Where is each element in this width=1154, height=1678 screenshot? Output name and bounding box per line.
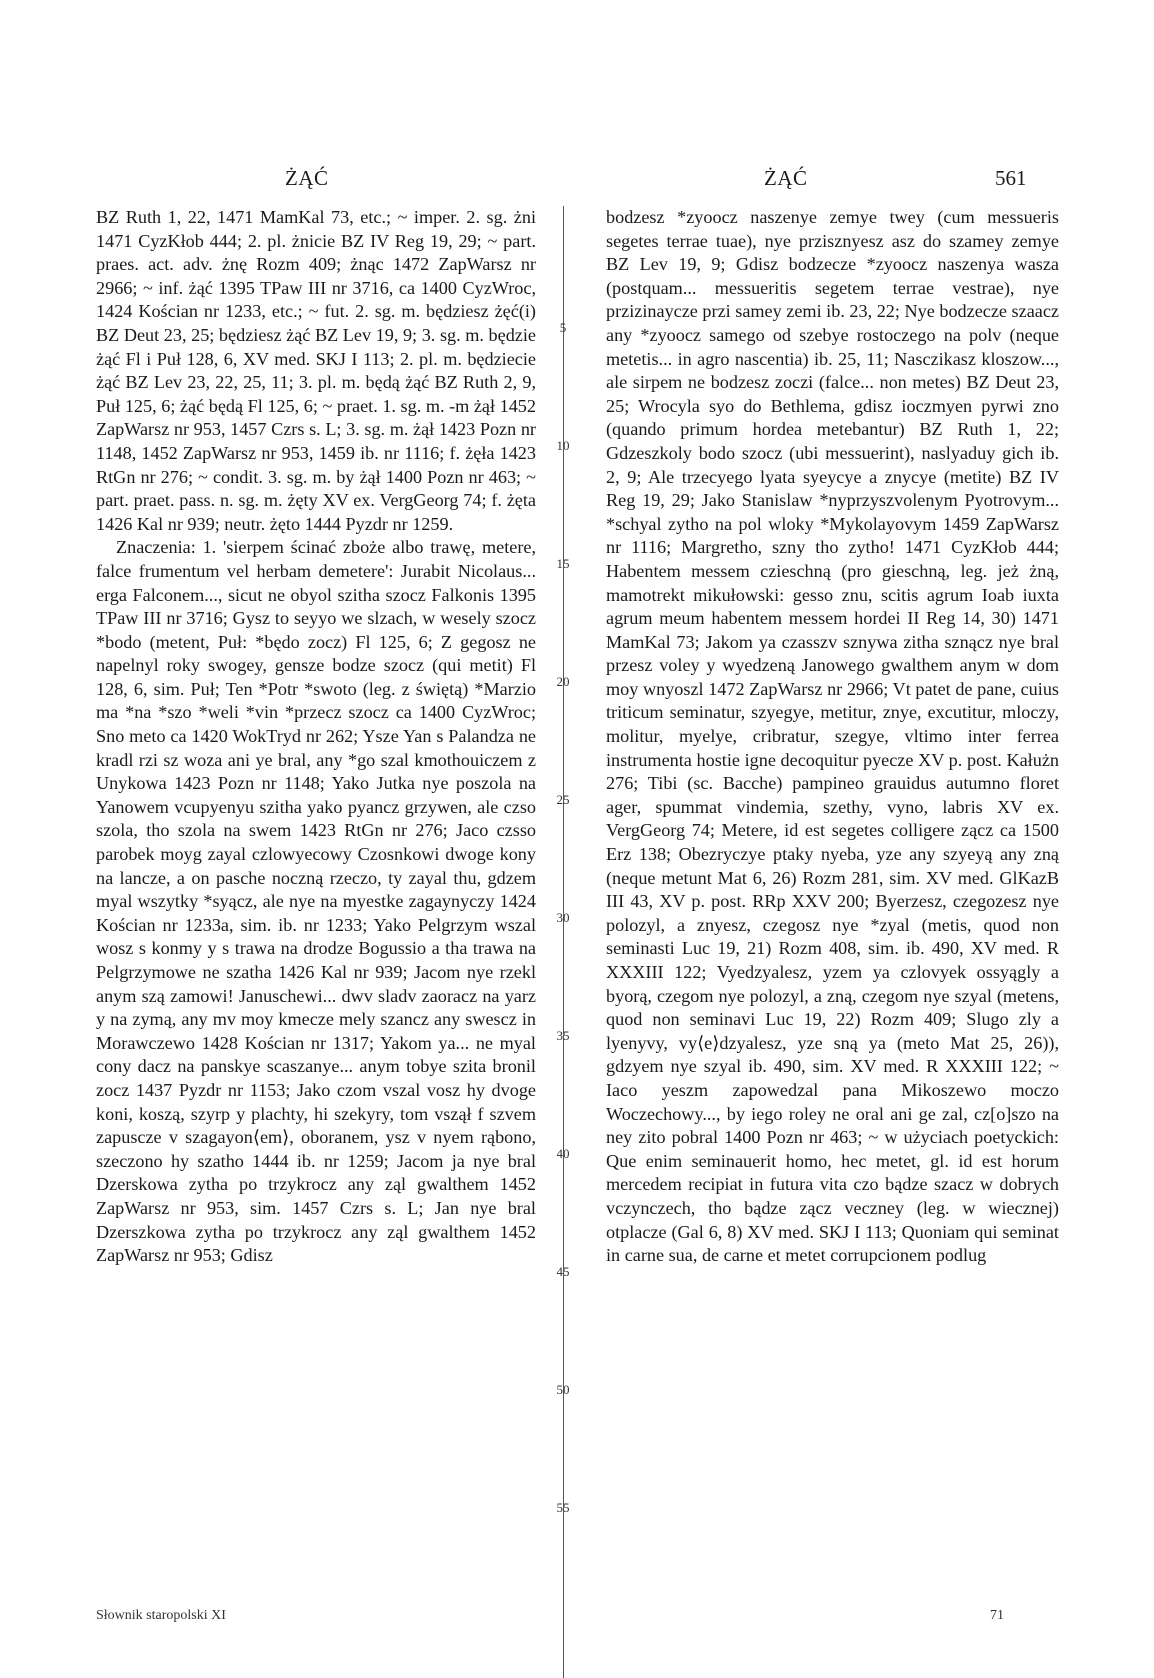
right-column <box>606 206 1059 1268</box>
header-right-headword: ŻĄĆ <box>764 166 808 190</box>
column-divider <box>563 206 564 1678</box>
line-number: 5 <box>559 320 567 335</box>
line-number: 20 <box>556 674 570 689</box>
line-number: 15 <box>556 556 570 571</box>
footer-sheet-number: 71 <box>990 1608 1004 1623</box>
line-number: 25 <box>556 792 570 807</box>
line-number: 40 <box>556 1146 570 1161</box>
line-number: 10 <box>556 438 570 453</box>
left-paragraph-1: BZ Ruth 1, 22, 1471 MamKal 73, etc.; ~ imper. 2. sg. żni 1471 CyzKłob 444; 2. pl. żnicie BZ IV Reg 19, 29; ~ part. praes. act. adv. żnę Rozm 409; żnąc 1472 ZapWarsz nr 2966; ~ inf. żąć 1395 TPaw III nr 3716, ca 1400 CyzWroc, 1424 Kościan nr 1233, etc.; ~ fut. 2. sg. m. będziesz żęć(i) BZ Deut 23, 25; będziesz żąć BZ Lev 19, 9; 3. sg. m. będzie żąć Fl i Puł 128, 6, XV med. SKJ I 113; 2. pl. m. będziecie żąć BZ Lev 23, 22, 25, 11; 3. pl. m. będą żąć BZ Ruth 2, 9, Puł 125, 6; żąć będą Fl 125, 6; ~ praet. 1. sg. m. -m żął 1452 ZapWarsz nr 953, 1457 Czrs s. L; 3. sg. m. żął 1423 Pozn nr 1148, 1452 ZapWarsz nr 953, 1459 ib. nr 1116; f. żęła 1423 RtGn nr 276; ~ condit. 3. sg. m. by żął 1400 Pozn nr 463; ~ part. praet. pass. n. sg. m. żęty XV ex. VergGeorg 74; f. żęta 1426 Kal nr 939; neutr. żęto 1444 Pyzdr nr 1259. <box>96 207 536 534</box>
line-number: 35 <box>556 1028 570 1043</box>
line-number: 45 <box>556 1264 570 1279</box>
header-left-headword: ŻĄĆ <box>285 166 329 190</box>
left-paragraph-2: Znaczenia: 1. 'sierpem ścinać zboże albo trawę, metere, falce frumentum vel herbam demetere': Jurabit Nicolaus... erga Falconem..., sicut ne obyol szitha szocz Falkonis 1395 TPaw III nr 3716; Gysz to seyyo we slzach, w wesely szocz *bodo (metent, Puł: *będo zocz) Fl 125, 6; Z gegosz ne napelnyl roky swogey, gensze bodze szocz (qui metit) Fl 128, 6, sim. Puł; Ten *Potr *swoto (leg. z świętą) *Marzio ma *na *szo *weli *vin *przecz szocz ca 1400 CyzWroc; Sno meto ca 1420 WokTryd nr 262; Ysze Yan s Palandza ne kradl rzi sz woza ani ye bral, any *go szal kmothouiczem z Unykowa 1423 Pozn nr 1148; Yako Jutka nye poszola na Yanowem vcupyenyu szitha yako pyancz grzywen, ale czso szola, tho szola na swem 1423 RtGn nr 276; Jaco czsso parobek moyg zayal czlowyecowy Czosnkowi dwoge kony na lancze, a on pasche noczną rzeczo, ty zayal thu, gdzem myal wszytky *syącz, ale nye na myestke zagaynyczy 1424 Kościan nr 1233a, sim. ib. nr 1233; Yako Pelgrzym wszal wosz s konmy y s trawa na drodze Bogussio a tha trawa na Pelgrzymowe ne szatha 1426 Kal nr 939; Jacom nye rzekl anym szą zamowi! Januschewi... dwv sladv zaoracz na yarz y na zymą, any mv moy kmecze mely szancz any swescz in Morawczewo 1428 Kościan nr 1317; Yakom ya... ne myal cony dacz na panskye scaszanye... anym tobye szita bronil zocz 1437 Pyzdr nr 1153; Jako czom vszal vosz hy dvoge koni, koszą, szyrp y plachty, hi szekyry, tom vszął f szvem zapuscze v szagayon⟨em⟩, oboranem, ysz v nyem rąbono, szeczono hy szatho 1444 ib. nr 1259; Jacom ja nye bral Dzerskowa zytha po trzykrocz any ząl gwalthem 1452 ZapWarsz nr 953, sim. 1457 Czrs s. L; Jan nye bral Dzerszkowa zytha po trzykrocz any ząl gwalthem 1452 ZapWarsz nr 953; Gdisz <box>96 537 536 1266</box>
left-column <box>96 206 536 1268</box>
line-number: 30 <box>556 910 570 925</box>
right-paragraph-1: bodzesz *zyoocz naszenye zemye twey (cum messueris segetes terrae tuae), nye przisznyesz asz do szamey zemye BZ Lev 19, 9; Gdisz bodzecze *zyoocz naszenya wasza (postquam... messueritis segetem terrae vestrae), nye przizinaycze przi samey zemi ib. 23, 22; Nye bodzecze szaacz any *zyoocz samego od szebye rostoczego na polv (neque metetis... in agro nascentia) ib. 25, 11; Nasczikasz kloszow..., ale sirpem ne bodzesz zoczi (falce... non metes) BZ Deut 23, 25; Wrocyla syo do Bethlema, gdisz ioczmyen pyrwi zno (quando primum hordea metebantur) BZ Ruth 1, 22; Gdzeszkoly bodo szocz (ubi messuerint), naslyaduy gich ib. 2, 9; Ale trzecyego lyata syeycye a znycye (metite) BZ IV Reg 19, 29; Jako Stanislaw *nyprzyszvolenym Pyotrovym... *schyal zytho na pol wloky *Mykolayovym 1459 ZapWarsz nr 1116; Margretho, szny tho zytho! 1471 CyzKłob 444; Habentem messem czieschną (pro gieschną, leg. jeż żną, mamotrekt mikułowski: gesso znu, scitis agrum Ioab iuxta agrum meum habentem messem hordei II Reg 14, 30) 1471 MamKal 73; Jakom ya czasszv sznywa zitha sznącz nye bral przesz voley y wyedzeną Janowego gwalthem anym w dom moy wnyoszl 1472 ZapWarsz nr 2966; Vt patet de pane, cuius triticum seminatur, szyegye, metitur, znye, excutitur, mloczy, molitur, myelye, cribratur, szegye, vltimo inter ferrea instrumenta hostie igne decoquitur pyecze XV p. post. Kałużn 276; Tibi (sc. Bacche) pampineo grauidus autumno floret ager, spummat vindemia, szethy, vyno, labris XV ex. VergGeorg 74; Metere, id est segetes colligere zącz ca 1500 Erz 138; Obezryczye ptaky nyeba, yze any szyeyą any zną (neque metunt Mat 6, 26) Rozm 281, sim. XV med. GlKazB III 43, XV p. post. RRp XXV 200; Byerzesz, czegozesz nye polozyl, a znyesz, czegosz nye *zyal (metis, quod non seminasti Luc 19, 21) Rozm 408, sim. ib. 490, XV med. R XXXIII 122; Vyedzyalesz, yzem ya czlovyek ossyągly a byorą, czegom nye polozyl, a zną, czegom nye szyal (metens, quod non seminavi Luc 19, 22) Rozm 409; Slugo zly a lyenyvy, vy⟨e⟩dzyalesz, yze sną ya (meto Mat 25, 26)), gdzyem nye szyal ib. 490, sim. XV med. R XXXIII 122; ~ Iaco yeszm zapowedzal pana Mikoszewo moczo Woczechowy..., by iego roley ne oral ani ge zal, cz[o]szo na ney zito pobral 1400 Pozn nr 463; ~ w użyciach poetyckich: Que enim seminauerit homo, hec metet, gl. id est horum mercedem recipiat in futura vita czo bądze szacz w dobrych vczynczech, tho bądze zącz veczney (leg. w wiecznej) otplacze (Gal 6, 8) XV med. SKJ I 113; Quoniam qui seminat in carne sua, de carne et metet corrupcionem podlug <box>606 207 1059 1266</box>
page-number: 561 <box>995 166 1027 190</box>
line-number: 55 <box>556 1500 570 1515</box>
line-number: 50 <box>556 1382 570 1397</box>
footer-title: Słownik staropolski XI <box>96 1608 226 1623</box>
